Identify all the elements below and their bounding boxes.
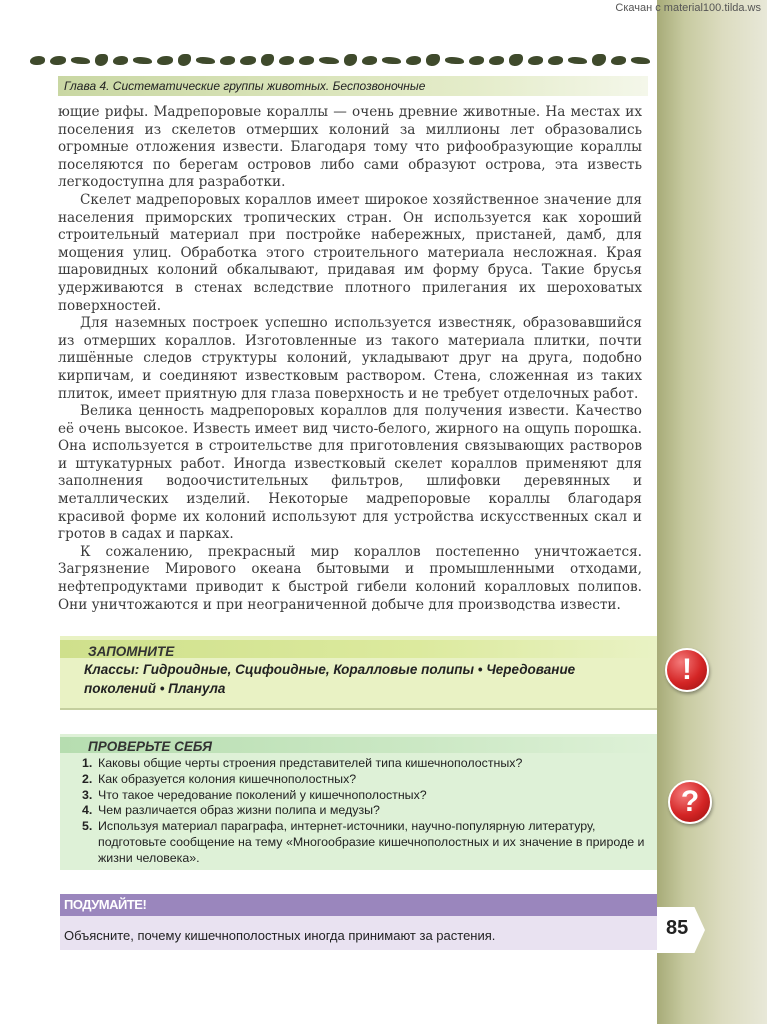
question-item [82, 819, 650, 866]
animal-silhouette-icon [261, 54, 274, 66]
remember-header [60, 640, 657, 658]
animal-silhouette-icon [528, 56, 543, 65]
remember-title: ЗАПОМНИТЕ [88, 644, 175, 659]
animal-silhouette-icon [299, 56, 314, 65]
animal-silhouette-icon [568, 57, 587, 64]
question-item [82, 803, 650, 819]
animal-silhouette-icon [196, 57, 215, 64]
question-mark-icon: ? [668, 780, 712, 824]
animal-silhouette-icon [611, 56, 626, 65]
question-item [82, 756, 650, 772]
animal-silhouette-icon [509, 54, 522, 66]
question-number: 1. [82, 756, 93, 770]
check-title: ПРОВЕРЬТЕ СЕБЯ [88, 739, 212, 754]
remember-terms-line: Классы: Гидроидные, Сцифоидные, Коралловые полипы • Чередование [84, 662, 576, 677]
check-header [60, 737, 657, 753]
remember-terms-line: поколений • Планула [84, 681, 226, 696]
animal-silhouette-icon [344, 54, 357, 66]
animal-silhouette-icon [50, 56, 65, 65]
animal-silhouette-icon [469, 56, 484, 65]
think-header [60, 894, 657, 916]
question-text: Что такое чередование поколений у кишечнополостных? [98, 787, 427, 802]
question-number: 5. [82, 819, 93, 834]
animal-silhouettes-border [30, 50, 650, 70]
animal-silhouette-icon [548, 56, 563, 65]
question-text: Используя материал параграфа, интернет-источники, научно-популярную литературу, подготовьте сообщение на тему «Многообразие кишечнополостных и их значение в природе и жизни человека». [98, 819, 645, 865]
animal-silhouette-icon [445, 57, 464, 64]
chapter-title: Глава 4. Систематические группы животных. Беспозвоночные [64, 79, 426, 93]
animal-silhouette-icon [362, 56, 377, 65]
remember-box [60, 636, 657, 710]
paragraph: К сожалению, прекрасный мир кораллов постепенно уничтожается. Загрязнение Мирового океана бытовыми и промышленными отходами, нефтепродуктами приводит к быстрой гибели колоний коралловых полипов. Они уничтожаются и при неограниченной добыче для производства извести. [58, 543, 642, 613]
question-item [82, 788, 650, 804]
animal-silhouette-icon [30, 56, 45, 65]
animal-silhouette-icon [592, 54, 605, 66]
question-text: Как образуется колония кишечнополостных? [98, 771, 357, 786]
page-number: 85 [666, 917, 689, 939]
animal-silhouette-icon [95, 54, 108, 66]
paragraph: Велика ценность мадрепоровых кораллов для получения извести. Качество её очень высокое. Известь имеет вид чисто-белого, жирного на ощупь порошка. Она используется в строительстве для приготовления связывающих растворов и штукатурных работ. Иногда известковый скелет кораллов применяют для заполнения водоочистительных фильтров, шлифовки деревянных и металлических изделий. Некоторые мадрепоровые кораллы благодаря красивой форме их колоний используют для устройства искусственных скал и гротов в садах и парках. [58, 403, 642, 543]
animal-silhouette-icon [178, 54, 191, 66]
animal-silhouette-icon [382, 57, 401, 64]
animal-silhouette-icon [406, 56, 421, 65]
paragraph: Скелет мадрепоровых кораллов имеет широкое хозяйственное значение для населения приморских тропических стран. Он используется как хороший строительный материал при постройке набережных, пристаней, дамб, для мощения улиц. Обработка этого строительного материала несложная. Края шаровидных колоний обкалывают, придавая им форму бруса. Такие брусья удерживаются в стенах вследствие плотного прилегания их шероховатых поверхностей. [58, 191, 642, 314]
animal-silhouette-icon [319, 57, 338, 64]
animal-silhouette-icon [426, 54, 439, 66]
animal-silhouette-icon [157, 56, 172, 65]
question-list [82, 756, 650, 867]
animal-silhouette-icon [240, 56, 255, 65]
main-text [58, 104, 642, 614]
question-number: 2. [82, 771, 93, 786]
question-text: Каковы общие черты строения представителей типа кишечнополостных? [98, 756, 523, 770]
question-number: 3. [82, 787, 93, 802]
question-text: Чем различается образ жизни полипа и медузы? [98, 803, 380, 818]
animal-silhouette-icon [113, 56, 128, 65]
think-question: Объясните, почему кишечнополостных иногда принимают за растения. [64, 928, 496, 943]
question-number: 4. [82, 803, 93, 818]
think-title: ПОДУМАЙТЕ! [64, 897, 147, 912]
paragraph: Для наземных построек успешно используется известняк, образовавшийся из отмерших кораллов. Изготовленные из такого материала плитки, почти лишённые следов структуры колоний, укладывают друг на друга, подобно кирпичам, и соединяют известковым раствором. Стена, сложенная из таких плиток, имеет приятную для глаза поверхность и не требует отделочных работ. [58, 315, 642, 402]
paragraph: ющие рифы. Мадрепоровые кораллы — очень древние животные. На местах их поселения из скелетов отмерших колоний за миллионы лет образовались огромные отложения извести. Благодаря тому что рифообразующие кораллы поселяются по берегам островов либо сами образуют острова, эта известь легкодоступна для разработки. [58, 104, 642, 191]
animal-silhouette-icon [489, 56, 504, 65]
animal-silhouette-icon [133, 57, 152, 64]
animal-silhouette-icon [279, 56, 294, 65]
question-item [82, 772, 650, 788]
page-edge-bar [657, 0, 767, 1024]
animal-silhouette-icon [71, 57, 90, 64]
animal-silhouette-icon [631, 57, 650, 64]
exclamation-icon: ! [665, 648, 709, 692]
watermark: Скачан с material100.tilda.ws [615, 2, 761, 14]
animal-silhouette-icon [220, 56, 235, 65]
check-yourself-box [60, 734, 657, 870]
